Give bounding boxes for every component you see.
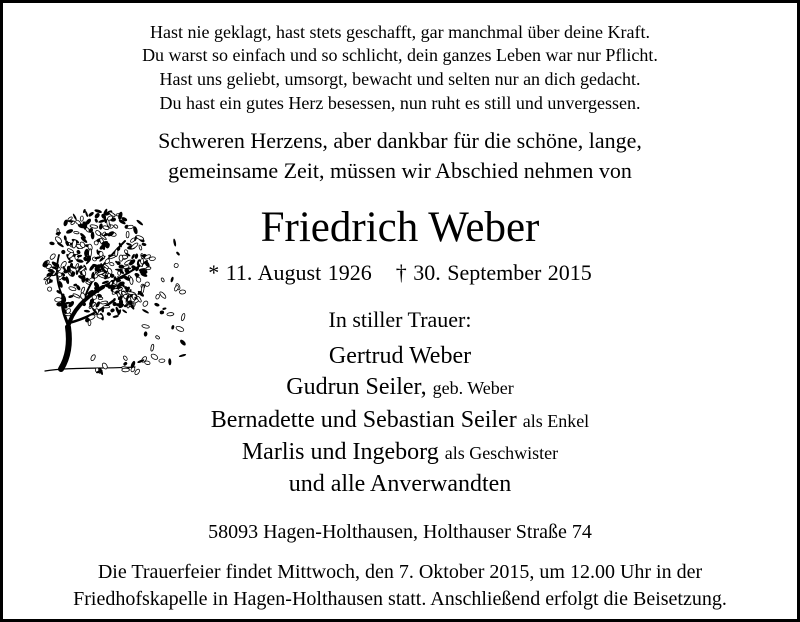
leaf	[95, 301, 101, 309]
leaf	[141, 259, 144, 265]
leaf	[55, 298, 62, 303]
leaf	[80, 287, 85, 294]
leaf	[106, 312, 111, 317]
leaf	[55, 231, 61, 235]
leaf	[99, 223, 103, 230]
leaf	[67, 248, 74, 254]
leaf	[123, 361, 128, 366]
funeral-info-line-2: Friedhofskapelle in Hagen-Holthausen statt. Anschließend erfolgt die Beisetzung.	[73, 588, 727, 610]
leaf	[142, 300, 149, 307]
leaf	[161, 277, 165, 282]
leaf	[54, 236, 62, 244]
death-date: † 30. September 2015	[395, 260, 592, 285]
leaf	[110, 308, 116, 313]
leaf	[90, 278, 95, 282]
leaf	[80, 216, 83, 221]
leaf	[65, 228, 73, 234]
deceased-name: Friedrich Weber	[260, 204, 540, 251]
intro-line-2: gemeinsame Zeit, müssen wir Abschied nehmen von	[168, 158, 632, 183]
leaf	[159, 359, 165, 363]
leaf	[134, 253, 138, 259]
leaf	[159, 310, 164, 314]
leaf	[72, 213, 77, 220]
leaf	[103, 306, 110, 308]
leaf	[91, 232, 95, 240]
leaf	[179, 339, 187, 347]
leaf	[173, 238, 177, 246]
leaf	[144, 360, 150, 365]
windblown-tree-icon	[39, 191, 189, 381]
tree-foliage	[41, 208, 186, 375]
birth-date: * 11. August 1926	[208, 260, 372, 285]
leaf	[139, 245, 143, 251]
leaf	[63, 235, 67, 241]
mourner-note: als Enkel	[522, 411, 590, 431]
mourner-name: Gertrud Weber	[328, 343, 472, 369]
leaf	[107, 273, 110, 277]
leaf	[168, 358, 171, 365]
leaf	[99, 251, 104, 256]
mourner-name: und alle Anverwandten	[288, 471, 512, 497]
leaf	[67, 300, 75, 308]
leaf	[173, 263, 179, 269]
leaf	[136, 219, 144, 226]
leaf	[175, 325, 184, 332]
mourner-name: Gudrun Seiler,	[286, 374, 427, 400]
funeral-info-line-1: Die Trauerfeier findet Mittwoch, den 7. Oktober 2015, um 12.00 Uhr in der	[97, 561, 703, 583]
leaf	[109, 262, 114, 266]
leaf	[162, 307, 167, 310]
leaf	[170, 276, 174, 282]
family-address: 58093 Hagen-Holthausen, Holthauser Straße 74	[208, 521, 592, 543]
leaf	[155, 335, 160, 340]
leaf	[118, 271, 121, 275]
leaf	[150, 344, 154, 351]
mourner-entry	[3, 440, 797, 464]
leaf	[90, 354, 96, 361]
leaf	[101, 362, 108, 370]
leaf	[49, 241, 55, 245]
leaf	[88, 211, 95, 217]
poem-line-1: Hast nie geklagt, hast stets geschafft, gar manchmal über deine Kraft.	[150, 22, 650, 42]
leaf	[123, 355, 128, 361]
leaf	[84, 309, 91, 312]
leaf	[119, 255, 123, 261]
mourner-note: geb. Weber	[432, 378, 514, 398]
leaf	[74, 231, 80, 234]
poem-line-2: Du warst so einfach und so schlicht, dein ganzes Leben war nur Pflicht.	[142, 45, 658, 65]
intro-line-1: Schweren Herzens, aber dankbar für die schöne, lange,	[158, 128, 642, 153]
leaf	[167, 312, 174, 316]
poem-line-3: Hast uns geliebt, umsorgt, bewacht und selten nur an dich gedacht.	[159, 69, 641, 89]
leaf	[144, 331, 148, 336]
leaf	[80, 292, 86, 299]
leaf	[179, 353, 187, 357]
leaf	[181, 313, 186, 321]
leaf	[47, 286, 53, 292]
leaf	[122, 309, 128, 314]
leaf	[72, 293, 80, 299]
leaf	[155, 294, 160, 300]
leaf	[142, 308, 150, 314]
leaf	[142, 324, 150, 329]
mourners-heading: In stiller Trauer:	[328, 307, 472, 332]
leaf	[112, 302, 116, 306]
mourner-entry	[3, 408, 797, 432]
leaf	[150, 353, 158, 361]
poem-line-4: Du hast ein gutes Herz besessen, nun ruht es still und unvergessen.	[159, 93, 641, 113]
leaf	[113, 224, 118, 229]
leaf	[146, 267, 151, 270]
leaf	[141, 242, 146, 246]
mourner-name: Marlis und Ingeborg	[241, 439, 439, 465]
leaf	[176, 251, 181, 256]
mourner-entry	[3, 472, 797, 496]
leaf	[68, 259, 74, 263]
leaf	[159, 291, 167, 299]
leaf	[179, 290, 186, 295]
leaf	[88, 320, 91, 326]
leaf	[171, 325, 175, 330]
leaf	[100, 301, 107, 305]
mourner-note: als Geschwister	[444, 443, 559, 463]
leaf	[49, 253, 56, 260]
leaf	[129, 277, 133, 285]
leaf	[174, 285, 179, 292]
leaf	[122, 368, 130, 372]
leaf	[94, 209, 102, 214]
leaf	[136, 235, 145, 241]
leaf	[61, 250, 66, 255]
leaf	[154, 302, 160, 307]
leaf	[94, 218, 98, 223]
leaf	[68, 286, 76, 291]
leaf	[94, 212, 101, 219]
mourner-name: Bernadette und Sebastian Seiler	[210, 407, 517, 433]
leaf	[126, 231, 129, 238]
